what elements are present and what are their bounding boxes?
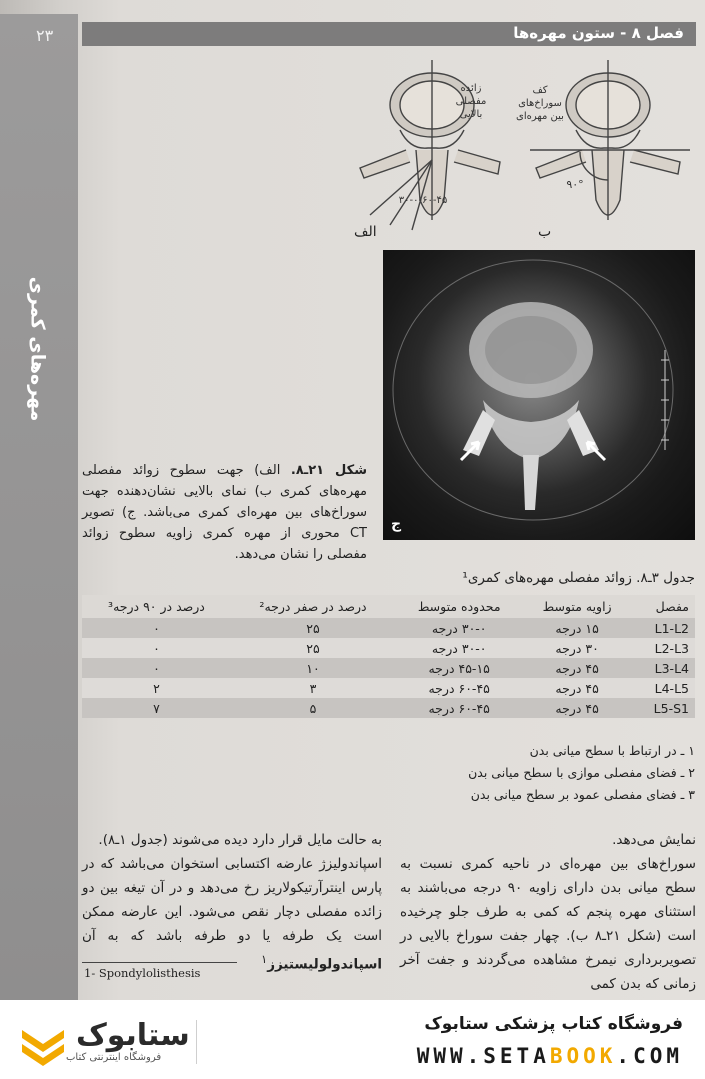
annot-superior-facet: زائده مفصلی بالایی bbox=[455, 83, 487, 120]
cell-ninety: ۰ bbox=[82, 638, 231, 658]
cell-angle: ۴۵ درجه bbox=[523, 658, 631, 678]
store-title: فروشگاه کتاب پزشکی ستابوک bbox=[424, 1014, 683, 1034]
cell-range: ۶۰-۴۵ درجه bbox=[395, 678, 523, 698]
table-row bbox=[82, 618, 695, 638]
cell-range: ۳۰-۰ درجه bbox=[395, 618, 523, 638]
cell-range: ۳۰-۰ درجه bbox=[395, 638, 523, 658]
body-column-left bbox=[82, 828, 382, 977]
ct-scan-image bbox=[383, 250, 695, 540]
table-row bbox=[82, 678, 695, 698]
annot-foramina-floor: کف سوراخ‌های بین مهره‌ای bbox=[516, 85, 564, 122]
logo-divider bbox=[196, 1020, 197, 1064]
logo-wordmark: ستابوک bbox=[76, 1018, 190, 1053]
cell-zero: ۵ bbox=[231, 698, 395, 718]
body-paragraph: به حالت مایل قرار دارد دیده می‌شوند (جدول ۱ـ۸). bbox=[98, 832, 382, 848]
angle-label-b: ۹۰° bbox=[566, 178, 584, 191]
cell-ninety: ۲ bbox=[82, 678, 231, 698]
cell-angle: ۴۵ درجه bbox=[523, 698, 631, 718]
side-strip bbox=[0, 14, 78, 1000]
table-title: جدول ۳ـ۸. زوائد مفصلی مهره‌های کمری¹ bbox=[462, 570, 695, 586]
store-url-link[interactable]: WWW.SETABOOK.COM bbox=[416, 1044, 683, 1068]
footnote: 1- Spondylolisthesis bbox=[84, 966, 201, 980]
figure-label-a: الف bbox=[354, 224, 377, 240]
cell-ninety: ۰ bbox=[82, 618, 231, 638]
table-row bbox=[82, 658, 695, 678]
side-section-title: مهره‌های کمری bbox=[26, 276, 49, 422]
body-paragraph: سوراخ‌های بین مهره‌ای در ناحیه کمری نسبت به سطح میانی بدن دارای زاویه ۹۰ درجه می‌باشند به استثنای مهره پنجم که کمی به طرف جلو چرخیده است (شکل ۲۱ـ۸ ب). چهار جفت سوراخ بالایی در تصویربرداری نیمرخ مشاهده می‌گردند و جفت آخر زمانی که بدن کمی bbox=[400, 856, 696, 992]
table-row bbox=[82, 698, 695, 718]
cell-ninety: ۷ bbox=[82, 698, 231, 718]
caption-label: شکل ۲۱ـ۸. bbox=[290, 463, 367, 478]
table-notes bbox=[468, 740, 695, 806]
header-percent-zero: درصد در صفر درجه² bbox=[231, 595, 395, 618]
table-header-row bbox=[82, 595, 695, 618]
body-paragraph: اسپاندولیزژ عارضه اکتسابی استخوان می‌باشد که در پارس اینترآرتیکولاریز رخ می‌دهد و در آن تیغه بین دو زائده مفصلی دچار نقص می‌شود. این عارضه ممکن است یک طرفه یا دو طرفه باشد که به آن اسپاندولولیستیزز$^۱$ bbox=[82, 856, 382, 973]
table-note: ۱ ـ در ارتباط با سطح میانی بدن bbox=[529, 743, 695, 758]
table-row bbox=[82, 638, 695, 658]
vertebra-diagrams bbox=[350, 50, 695, 250]
page-number: ۲۳ bbox=[36, 26, 54, 45]
header-percent-ninety: درصد در ۹۰ درجه³ bbox=[82, 595, 231, 618]
cell-range: ۶۰-۴۵ درجه bbox=[395, 698, 523, 718]
table-note: ۳ ـ فضای مفصلی عمود بر سطح میانی بدن bbox=[470, 787, 695, 802]
figure-caption bbox=[82, 460, 367, 565]
logo-chevron-icon bbox=[18, 1014, 68, 1068]
vertebra-drawing bbox=[350, 50, 695, 250]
angle-label-a: ۳۰-۰-۶۰-۴۵ bbox=[398, 195, 448, 206]
cell-angle: ۴۵ درجه bbox=[523, 678, 631, 698]
cell-joint: L2-L3 bbox=[631, 638, 695, 658]
footnote-ref: ۱ bbox=[261, 953, 268, 966]
cell-joint: L5-S1 bbox=[631, 698, 695, 718]
figure-label-c: ج bbox=[391, 516, 402, 532]
cell-angle: ۱۵ درجه bbox=[523, 618, 631, 638]
cell-zero: ۱۰ bbox=[231, 658, 395, 678]
store-banner[interactable] bbox=[0, 1000, 705, 1079]
header-mean-range: محدوده متوسط bbox=[395, 595, 523, 618]
cell-joint: L4-L5 bbox=[631, 678, 695, 698]
chapter-title: فصل ۸ - ستون مهره‌ها bbox=[513, 24, 684, 42]
cell-angle: ۳۰ درجه bbox=[523, 638, 631, 658]
store-logo[interactable] bbox=[18, 1014, 273, 1068]
body-paragraph: نمایش می‌دهد. bbox=[612, 832, 696, 848]
cell-joint: L3-L4 bbox=[631, 658, 695, 678]
footnote-rule bbox=[82, 962, 237, 963]
table-note: ۲ ـ فضای مفصلی موازی با سطح میانی بدن bbox=[468, 765, 695, 780]
cell-joint: L1-L2 bbox=[631, 618, 695, 638]
header-mean-angle: زاویه متوسط bbox=[523, 595, 631, 618]
facet-joints-table bbox=[82, 595, 695, 718]
cell-zero: ۲۵ bbox=[231, 638, 395, 658]
term-spondylolisthesis: اسپاندولولیستیزز bbox=[267, 956, 382, 973]
cell-range: ۴۵-۱۵ درجه bbox=[395, 658, 523, 678]
cell-zero: ۲۵ bbox=[231, 618, 395, 638]
header-joint: مفصل bbox=[631, 595, 695, 618]
figure-label-b: ب bbox=[538, 224, 552, 240]
logo-subtitle: فروشگاه اینترنتی کتاب bbox=[66, 1052, 162, 1063]
body-column-right bbox=[400, 828, 696, 996]
cell-zero: ۳ bbox=[231, 678, 395, 698]
chapter-header bbox=[82, 22, 696, 46]
cell-ninety: ۰ bbox=[82, 658, 231, 678]
caption-text: الف) جهت سطوح زوائد مفصلی مهره‌های کمری ب) نمای بالایی نشان‌دهنده جهت سوراخ‌های بین مهره‌ای کمری می‌باشد. ج) تصویر CT محوری از مهره کمری زاویه سطوح زوائد مفصلی را نشان می‌دهد. bbox=[82, 463, 367, 562]
ct-vertebra-shape bbox=[383, 250, 695, 540]
